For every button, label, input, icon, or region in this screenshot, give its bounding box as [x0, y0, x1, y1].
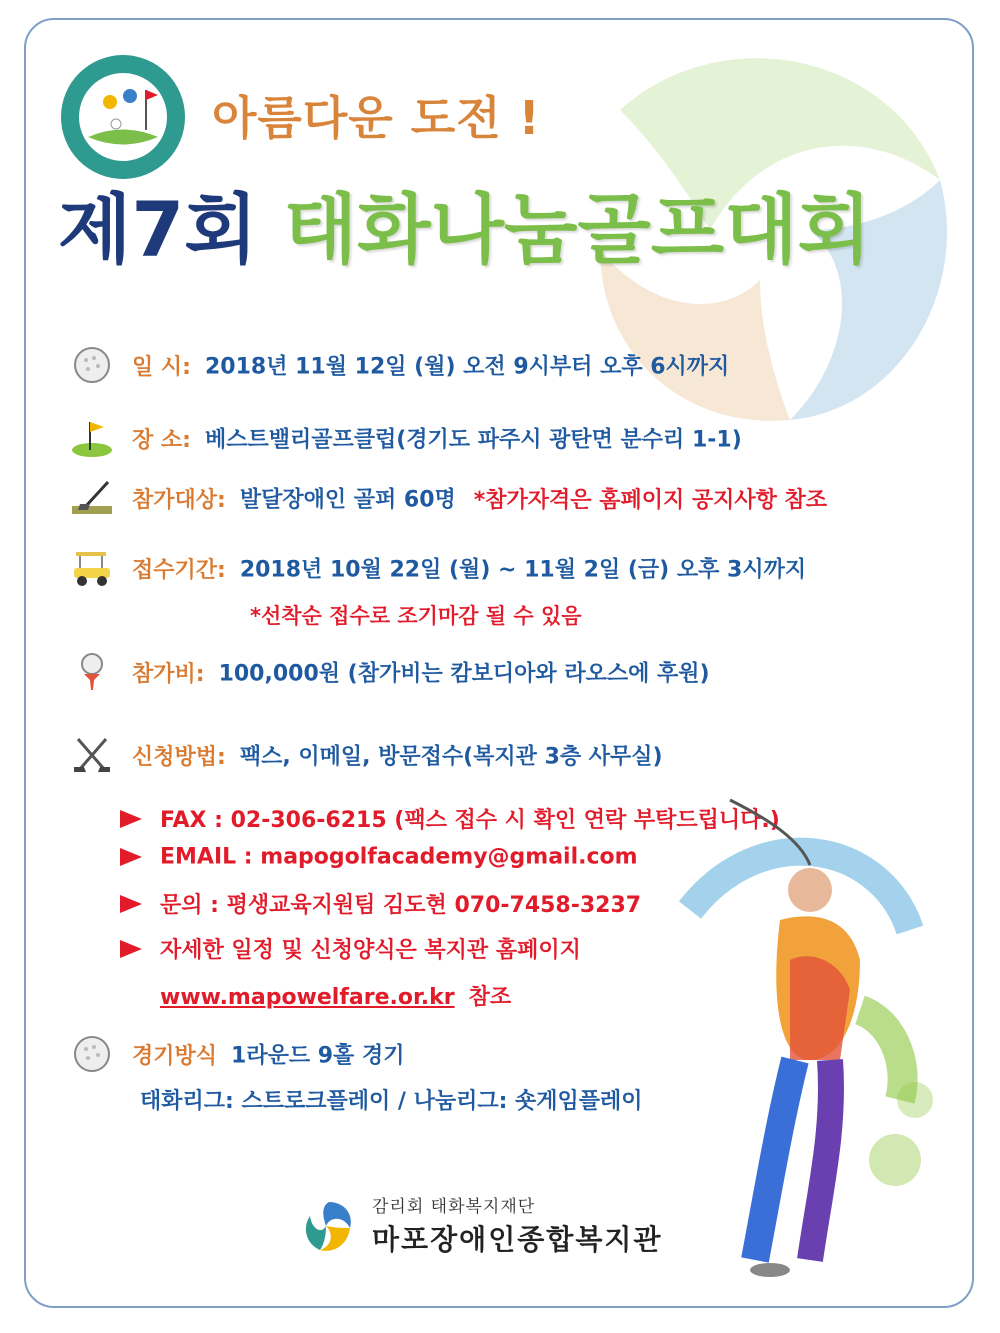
footer-organization: [300, 1190, 700, 1260]
crossed-clubs-icon: [70, 735, 114, 775]
detail-row-method: 신청방법: 팩스, 이메일, 방문접수(복지관 3층 사무실): [70, 735, 663, 775]
golf-ball-icon: [70, 345, 114, 385]
golf-club-icon: [70, 478, 114, 518]
foundation-logo-icon: [300, 1198, 358, 1256]
arrow-bullet-icon: [120, 848, 142, 866]
website-link[interactable]: www.mapowelfare.or.kr: [160, 985, 455, 1010]
website-row: www.mapowelfare.or.kr 참조: [160, 985, 512, 1010]
detail-row-game-format: 경기방식 1라운드 9홀 경기: [70, 1034, 404, 1074]
golf-tee-icon: [70, 652, 114, 692]
center-name: 마포장애인종합복지관: [372, 1223, 663, 1256]
golf-flag-icon: [70, 418, 114, 458]
bullet-fax: FAX : 02-306-6215 (팩스 접수 시 확인 연락 부탁드립니다.): [120, 803, 780, 834]
event-edition: 제7회: [58, 185, 258, 274]
registration-note: *선착순 접수로 조기마감 될 수 있음: [250, 604, 582, 628]
league-info: 태화리그: 스트로크플레이 / 나눔리그: 숏게임플레이: [140, 1089, 643, 1114]
detail-row-fee: 참가비: 100,000원 (참가비는 캄보디아와 라오스에 후원): [70, 652, 710, 692]
golf-cart-icon: [70, 548, 114, 588]
detail-row-date: 일 시: 2018년 11월 12일 (월) 오전 9시부터 오후 6시까지: [70, 345, 729, 385]
bullet-email: EMAIL : mapogolfacademy@gmail.com: [120, 844, 638, 870]
arrow-bullet-icon: [120, 940, 142, 958]
arrow-bullet-icon: [120, 895, 142, 913]
detail-row-participants: 참가대상: 발달장애인 골퍼 60명 *참가자격은 홈페이지 공지사항 참조: [70, 478, 827, 518]
foundation-name: 감리회 태화복지재단: [372, 1197, 536, 1217]
slogan: 아름다운 도전 !: [212, 91, 541, 145]
welfare-center-logo: [58, 52, 188, 182]
detail-row-period: 접수기간: 2018년 10월 22일 (월) ~ 11월 2일 (금) 오후 3시까지: [70, 548, 806, 588]
detail-row-venue: 장 소: 베스트밸리골프클럽(경기도 파주시 광탄면 분수리 1-1): [70, 418, 742, 458]
bullet-contact: 문의 : 평생교육지원팀 김도현 070-7458-3237: [120, 888, 641, 919]
event-name: 태화나눔골프대회: [283, 185, 872, 274]
golf-ball-icon: [70, 1034, 114, 1074]
bullet-details: 자세한 일정 및 신청양식은 복지관 홈페이지: [120, 933, 581, 964]
event-title: [58, 185, 872, 274]
arrow-bullet-icon: [120, 810, 142, 828]
golfer-illustration: [660, 760, 940, 1290]
